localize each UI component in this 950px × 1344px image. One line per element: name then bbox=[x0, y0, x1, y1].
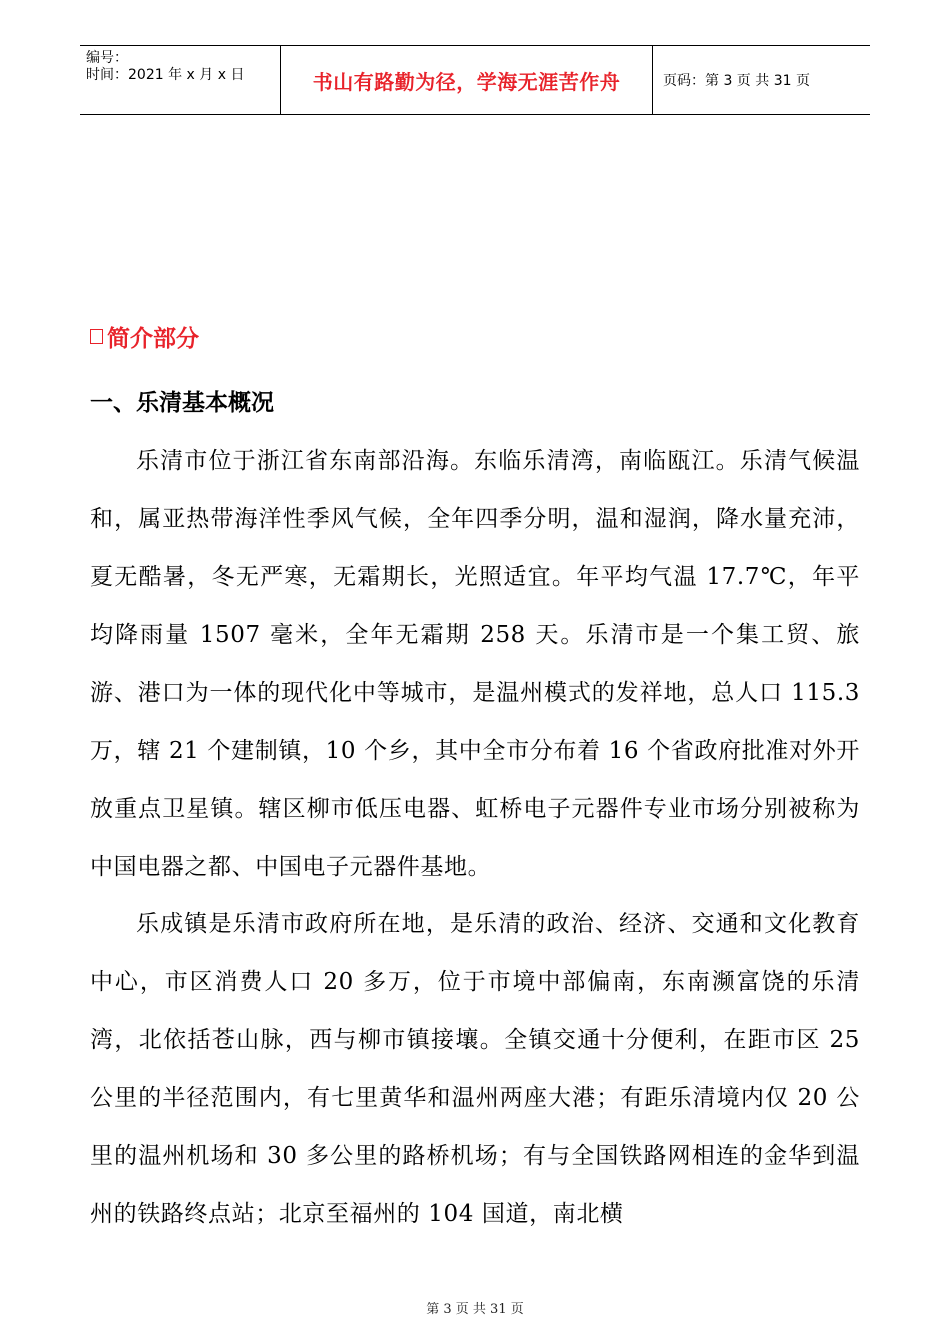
section-title-text: 简介部分 bbox=[107, 326, 199, 352]
body-paragraph: 乐成镇是乐清市政府所在地，是乐清的政治、经济、交通和文化教育中心，市区消费人口 20 多万，位于市境中部偏南，东南濒富饶的乐清湾，北依括苍山脉，西与柳市镇接壤。全镇交通十分便利，在距市区 25 公里的半径范围内，有七里黄华和温州两座大港；有距乐清境内仅 20 公里的温州机场和 30 多公里的路桥机场；有与全国铁路网相连的金华到温州的铁路终点站；北京至福州的 104 国道，南北横 bbox=[90, 911, 860, 1227]
document-header bbox=[80, 45, 870, 115]
document-time-label: 时间：2021 年 x 月 x 日 bbox=[86, 67, 245, 83]
body-paragraph: 乐清市位于浙江省东南部沿海。东临乐清湾，南临瓯江。乐清气候温和，属亚热带海洋性季风气候，全年四季分明，温和湿润，降水量充沛，夏无酷暑，冬无严寒，无霜期长，光照适宜。年平均气温 17.7℃，年平均降雨量 1507 毫米，全年无霜期 258 天。乐清市是一个集工贸、旅游、港口为一体的现代化中等城市，是温州模式的发祥地，总人口 115.3 万，辖 21 个建制镇，10 个乡，其中全市分布着 16 个省政府批准对外开放重点卫星镇。辖区柳市低压电器、虹桥电子元器件专业市场分别被称为中国电器之都、中国电子元器件基地。 bbox=[90, 448, 860, 880]
header-motto: 书山有路勤为径，学海无涯苦作舟 bbox=[312, 69, 621, 94]
header-page-cell bbox=[653, 46, 870, 114]
section-title bbox=[90, 320, 199, 353]
checkbox-icon bbox=[90, 329, 103, 344]
page-footer: 第 3 页 共 31 页 bbox=[426, 1302, 524, 1317]
header-motto-cell bbox=[281, 46, 653, 114]
chapter-heading: 一、乐清基本概况 bbox=[90, 390, 274, 416]
header-page-label: 页码：第 3 页 共 31 页 bbox=[663, 73, 810, 89]
document-number-label: 编号： bbox=[86, 50, 128, 66]
header-meta-cell bbox=[80, 46, 281, 114]
